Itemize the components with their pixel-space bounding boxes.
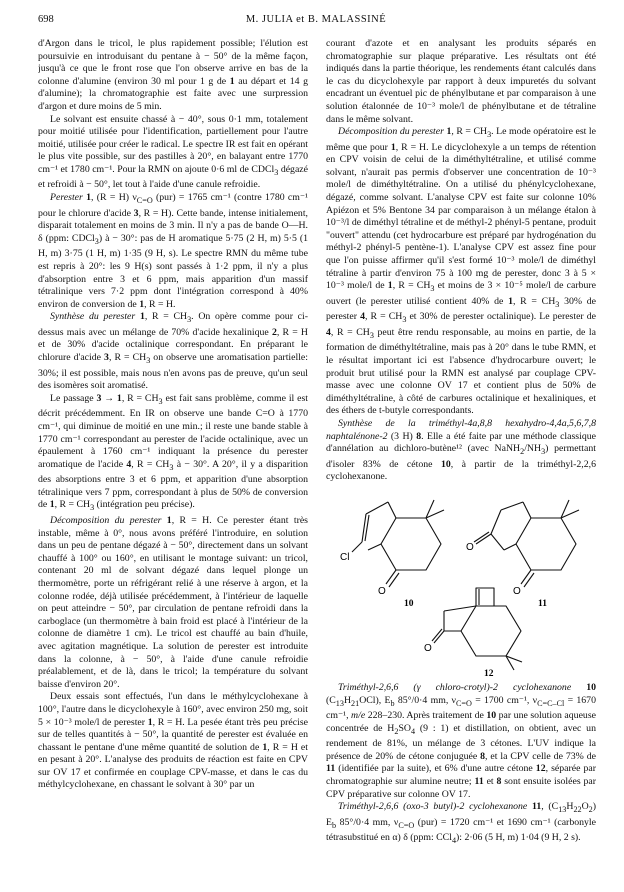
structure-12 bbox=[432, 585, 522, 670]
paragraph: courant d'azote et en analysant les produits séparés en chromatographie sur plaque préparative. Les résultats ont été indiqués dans la partie théorique, les rendements étant calculés dans le cas du dicyclohexyle par rapport à deux impuretés du solvant encadrant un éventuel pic de phénylbutane et par comparaison à une solution étalonnée de 10⁻³ mole/l de phénylbutane et de tétraline dans le même solvant. bbox=[326, 38, 596, 125]
paragraph: Décomposition du perester 1, R = H. Ce perester étant très instable, même à 0°, nous avons préféré l'introduire, en solution dans un peu de pentane dégazé à − 50°, directement dans un solvant chauffé à 100° ou 160°, en utilisant le montage suivant: un tricol, contenant 20 ml de solvant dégazé dans lequel plonge un thermomètre, porte un réfrigérant relié à une réserve à argon, et la colonne rodée, déjà utilisée précédemment, à l'intérieur de laquelle on peut atteindre − 50°, par circulation de pentane refroidi dans la carboglace (un thermomètre à bain froid est placé à l'intérieur de la colonne de diamètre 1 cm). Le tricol est chauffé au bain d'huile, avec agitation magnétique. La solution de perester est introduite dans la colonne, à − 50°, à l'aide d'une canule refroidie préalablement, et de là, dans le tricol; la température du solvant baisse d'environ 20°. bbox=[38, 515, 308, 690]
paragraph: Décomposition du perester 1, $R = CH_3$. Le mode opératoire est le même que pour 1, R = H. Le dicyclohexyle a un temps de rétention en CPV voisin de celui de la diméthyltétraline, et utilisé comme solvant, n'aurait pas permis d'observer une concentration de 10⁻³ mole/l de diméthyltétraline. On a utilisé du phénylcyclohexane, dégazé, comme solvant. L'analyse CPV est faite sur colonne 10% Apiézon et 5% Bentone 34 par comparaison à un mélange étalon à 10⁻³/l de diméthyl tétraline et de méthyl-2 phényl-5 pentane, produit "ouvert" attendu (cet hydrocarbure est préparé par hydrogénation du méthyl-2 phényl-5 pentène-1). L'analyse CPV est assez fine pour que l'on puisse affirmer qu'il s'est formé 10⁻³ mole/l de diméthyl tétraline à partir d'environ 75 à 100 mg de perester, donc 3 à 5 × 10⁻³ mole/l de 1, $R = CH_3$ et moins de 3 × 10⁻⁵ mole/l de carbure ouvert (le perester utilisé contient 40% de 1, $R = CH_3$ 30% de perester 4, $R = CH_3$ et 30% de perester octalinique). Le perester de 4, $R = CH_3$ peut être rendu responsable, au moins en partie, de la formation de diméthyltétraline, mais pas à 20° dans le tube RMN, et le résultat important ici est l'absence d'hydrocarbure ouvert; le produit brut utilisé pour la RMN est analysé par couplage CPV-masse avec une colonne OV 17 et contient plus de 50% de diméthyltétraline, à côté de carbures octalinique et hexaliniques, et des éthers de t-butyle correspondants. bbox=[326, 126, 596, 417]
paragraph: Perester 1, (R = H) $\nu_{C=O}$ (pur) = 1765 cm⁻¹ (contre 1780 cm⁻¹ pour le chlorure d'acide 3, R = H). Cette bande, intense initialement, disparait totalement en moins de 3 min. Il n'y a pas de bande O—H. δ (ppm: CDCl$_3$) à − 30°: pas de H aromatique 5·75 (2 H, m) 5·5 (1 H, m) 3·75 (1 H, m) 1·35 (9 H, s). Le spectre RMN du même tube est repris à 20°: les 9 H(s) sont passés à 1·2 ppm, il n'y a plus d'absorption entre 3 et 6 ppm, mais apparition d'un massif tétralinique vers 7·2 ppm dont l'intégration correspond à 40% environ de conversion de 1, R = H. bbox=[38, 192, 308, 310]
atom-label-o-11a: O bbox=[513, 585, 521, 597]
paragraph: d'Argon dans le tricol, le plus rapidement possible; l'élution est poursuivie en introduisant du pentane à − 50° de la même façon, jusqu'à ce que le front rose que l'on observe arrive en bas de la colonne d'alumine (environ 30 ml pour 1 g de 1 au départ et 14 g d'alumine); la chromatographie est faite avec une surpression d'argon et dure moins de 5 min. bbox=[38, 38, 308, 112]
running-title: M. JULIA et B. MALASSINÉ bbox=[245, 14, 387, 25]
right-column-bottom-text bbox=[326, 682, 596, 848]
compound-label-10: 10 bbox=[404, 598, 414, 609]
paragraph: Synthèse du perester 1, $R = CH_3$. On opère comme pour ci-dessus mais avec un mélange de 70% d'acide hexalinique 2, R = H et de 30% d'acide octalinique correspondant. En préparant le chlorure d'acide 3, $R = CH_3$ on observe une aromatisation partielle: 30%; il est possible, mais nous n'en avons pas de preuve, qu'un seul des isomères soit aromatisé. bbox=[38, 311, 308, 392]
paragraph: Triméthyl-2,6,6 (γ chloro-crotyl)-2 cyclohexanone 10 $(C_{13}H_{21}OCl)$, $E_b$ 85°/0·4 mm, $\nu_{C=O} = 1700$ cm⁻¹, $\nu_{C=C-Cl} = 1670$ cm⁻¹, m/e 228–230. Après traitement de 10 par une solution aqueuse concentrée de $H_2SO_4$ (9 : 1) et distillation, on obtient, avec un rendement de 81%, un mélange de 3 cétones. L'UV indique la présence de 20% de cétone conjuguée 8, et la CPV celle de 73% de 11 (identifiée par la suite), et 6% d'une autre cétone 12, séparée par chromatographie sur alumine neutre; 11 et 8 sont ensuite isolées par CPV préparative sur colonne OV 17. bbox=[326, 681, 596, 800]
structure-11 bbox=[474, 500, 579, 587]
atom-label-o-10: O bbox=[378, 585, 386, 597]
page-header bbox=[38, 14, 594, 28]
structures-svg bbox=[326, 488, 596, 678]
left-column bbox=[38, 38, 308, 883]
compound-label-12: 12 bbox=[484, 668, 494, 678]
page-number: 698 bbox=[38, 14, 54, 25]
paragraph: Synthèse de la triméthyl-4a,8,8 hexahydro-4,4a,5,6,7,8 naphtalénone-2 (3 H) 8. Elle a été faite par une méthode classique d'annélation au dichloro-butène¹² (avec $NaNH_2/NH_3$) permettant d'isoler 83% de cétone 10, à partir de la triméthyl-2,2,6 cyclohexanone. bbox=[326, 417, 596, 483]
compound-label-11: 11 bbox=[538, 598, 547, 609]
atom-label-o-12: O bbox=[424, 642, 432, 654]
atom-label-cl: Cl bbox=[340, 551, 350, 563]
paragraph: Le solvant est ensuite chassé à − 40°, sous 0·1 mm, totalement pour moitié utilisée pour l'identification, partiellement pour l'autre moitié, utilisée pour créer le radical. Le spectre IR est fait en opérant le plus vite possible, sur des pastilles à 20°, en balayant entre 1770 cm⁻¹ et 1780 cm⁻¹. Pour la RMN on ajoute 0·6 ml de CDCl$_3$ dégazé et refroidi à − 50°, let tout à l'aide d'une canule refroidie. bbox=[38, 113, 308, 191]
right-column-top-text bbox=[326, 38, 596, 484]
structure-10 bbox=[352, 500, 444, 587]
atom-label-o-11b: O bbox=[466, 541, 474, 553]
paragraph: Triméthyl-2,6,6 (oxo-3 butyl)-2 cyclohexanone 11, $(C_{13}H_{22}O_2)$ $E_b$ 85°/0·4 mm, $\nu_{C=O}$ (pur) = 1720 cm⁻¹ et 1690 cm⁻¹ (carbonyle tétrasubstitué en α) δ (ppm: CCl$_4$): 2·06 (5 H, m) 1·04 (9 H, 2 s). bbox=[326, 801, 596, 846]
chemical-structures-figure bbox=[326, 488, 596, 678]
right-column bbox=[326, 38, 596, 883]
paragraph: Deux essais sont effectués, l'un dans le méthylcyclohexane à 100°, l'autre dans le dicyclohexyle à 160°, avec environ 250 mg, soit 5 × 10⁻³ mole/l de perester 1, R = H. La pesée étant très peu précise sur de telles quantités à − 50°, la quantité de perester est évaluée en chassant le pentane d'une même quantité de solution de 1, R = H et en pesant à 20°. L'analyse des produits de réaction est faite en CPV sur OV 17 et confirmée en couplage CPV-masse, et dans le cas du méthylcyclohexane, en chassant le solvant à 30° par un bbox=[38, 691, 308, 791]
paragraph: Le passage 3 → 1, $R = CH_3$ est fait sans problème, comme il est décrit précédemment. En IR on observe une bande C=O à 1770 cm⁻¹, qui diminue de moitié en une min.; il reste une bande stable à 1770 cm⁻¹ correspondant au perester de l'acide octalinique, avec un épaulement à 1760 cm⁻¹ indiquant la présence du perester aromatique de l'acide 4, $R = CH_3$ à − 30°. A 20°, il y a disparition des absorptions entre 3 et 6 ppm, et apparition d'une absorption tétralinique vers 7 ppm, correspondant à plus de 50% de conversion de 1, $R = CH_3$ (intégration peu précise). bbox=[38, 392, 308, 513]
